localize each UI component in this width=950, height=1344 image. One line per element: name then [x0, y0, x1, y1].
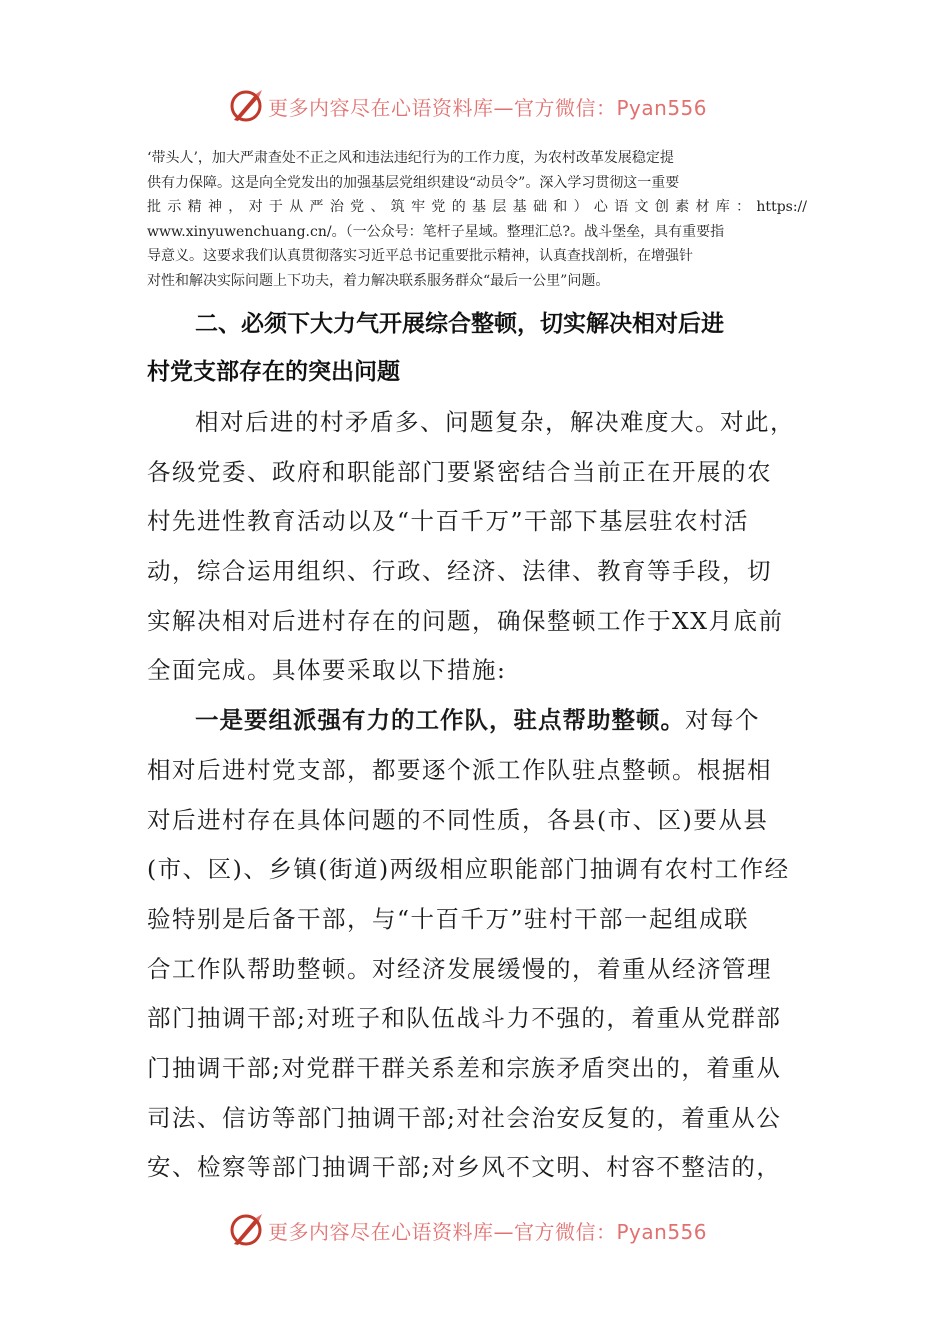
body-line: 全面完成。具体要采取以下措施: — [147, 656, 507, 685]
body-line: 实解决相对后进村存在的问题，确保整顿工作于XX月底前 — [147, 606, 784, 635]
intro-line: 批示精神，对于从严治党、筑牢党的基层基础和）心语文创素材库：https:// — [147, 199, 807, 215]
body-line: (市、区)、乡镇(街道)两级相应职能部门抽调有农村工作经 — [147, 855, 790, 884]
intro-line: 导意义。这要求我们认真贯彻落实习近平总书记重要批示精神，认真查找剖析，在增强针 — [147, 248, 693, 264]
body-line: 各级党委、政府和职能部门要紧密结合当前正在开展的农 — [147, 457, 772, 486]
intro-line: 供有力保障。这是向全党发出的加强基层党组织建设“动员令”。深入学习贯彻这一重要 — [147, 174, 680, 191]
heading-line-1: 二、必须下大力气开展综合整顿，切实解决相对后进 — [195, 311, 724, 337]
intro-line: ‘带头人’，加大严肃查处不正之风和违法违纪行为的工作力度，为农村改革发展稳定提 — [147, 150, 674, 166]
body-line: 相对后进的村矛盾多、问题复杂，解决难度大。对此， — [195, 408, 795, 436]
heading-line-2: 村党支部存在的突出问题 — [147, 359, 400, 385]
intro-paragraph — [147, 146, 807, 293]
bold-lead-sentence: 一是要组派强有力的工作队，驻点帮助整顿。 — [195, 706, 685, 735]
body-text — [147, 398, 812, 1193]
body-line: 安、检察等部门抽调干部;对乡风不文明、村容不整洁的， — [147, 1153, 782, 1182]
banner-text: 更多内容尽在心语资料库—官方微信：Pyan556 — [268, 96, 708, 120]
body-line: 司法、信访等部门抽调干部;对社会治安反复的，着重从公 — [147, 1103, 782, 1132]
footer-banner — [0, 1208, 950, 1252]
quill-logo-icon — [226, 1210, 266, 1250]
body-line: 对后进村存在具体问题的不同性质，各县(市、区)要从县 — [147, 805, 769, 834]
intro-line: www.xinyuwenchuang.cn/。（一公众号：笔杆子星域。整理汇总?。战斗堡垒，具有重要指 — [147, 223, 725, 240]
body-line: 村先进性教育活动以及“十百千万”干部下基层驻农村活 — [147, 507, 750, 536]
body-line: 部门抽调干部;对班子和队伍战斗力不强的，着重从党群部 — [147, 1004, 782, 1033]
intro-line: 对性和解决实际问题上下功夫，着力解决联系服务群众“最后一公里”问题。 — [147, 272, 610, 289]
body-line-lead — [147, 696, 812, 746]
body-line: 门抽调干部;对党群干群关系差和宗族矛盾突出的，着重从 — [147, 1053, 782, 1082]
body-line: 验特别是后备干部，与“十百千万”驻村干部一起组成联 — [147, 904, 750, 933]
body-line: 合工作队帮助整顿。对经济发展缓慢的，着重从经济管理 — [147, 954, 772, 983]
body-line: 动，综合运用组织、行政、经济、法律、教育等手段，切 — [147, 557, 772, 586]
banner-text: 更多内容尽在心语资料库—官方微信：Pyan556 — [268, 1220, 708, 1244]
section-heading — [147, 300, 812, 396]
header-banner — [0, 84, 950, 128]
body-line: 相对后进村党支部，都要逐个派工作队驻点整顿。根据相 — [147, 755, 772, 784]
quill-logo-icon — [226, 86, 266, 126]
lead-rest: 对每个 — [685, 706, 760, 735]
